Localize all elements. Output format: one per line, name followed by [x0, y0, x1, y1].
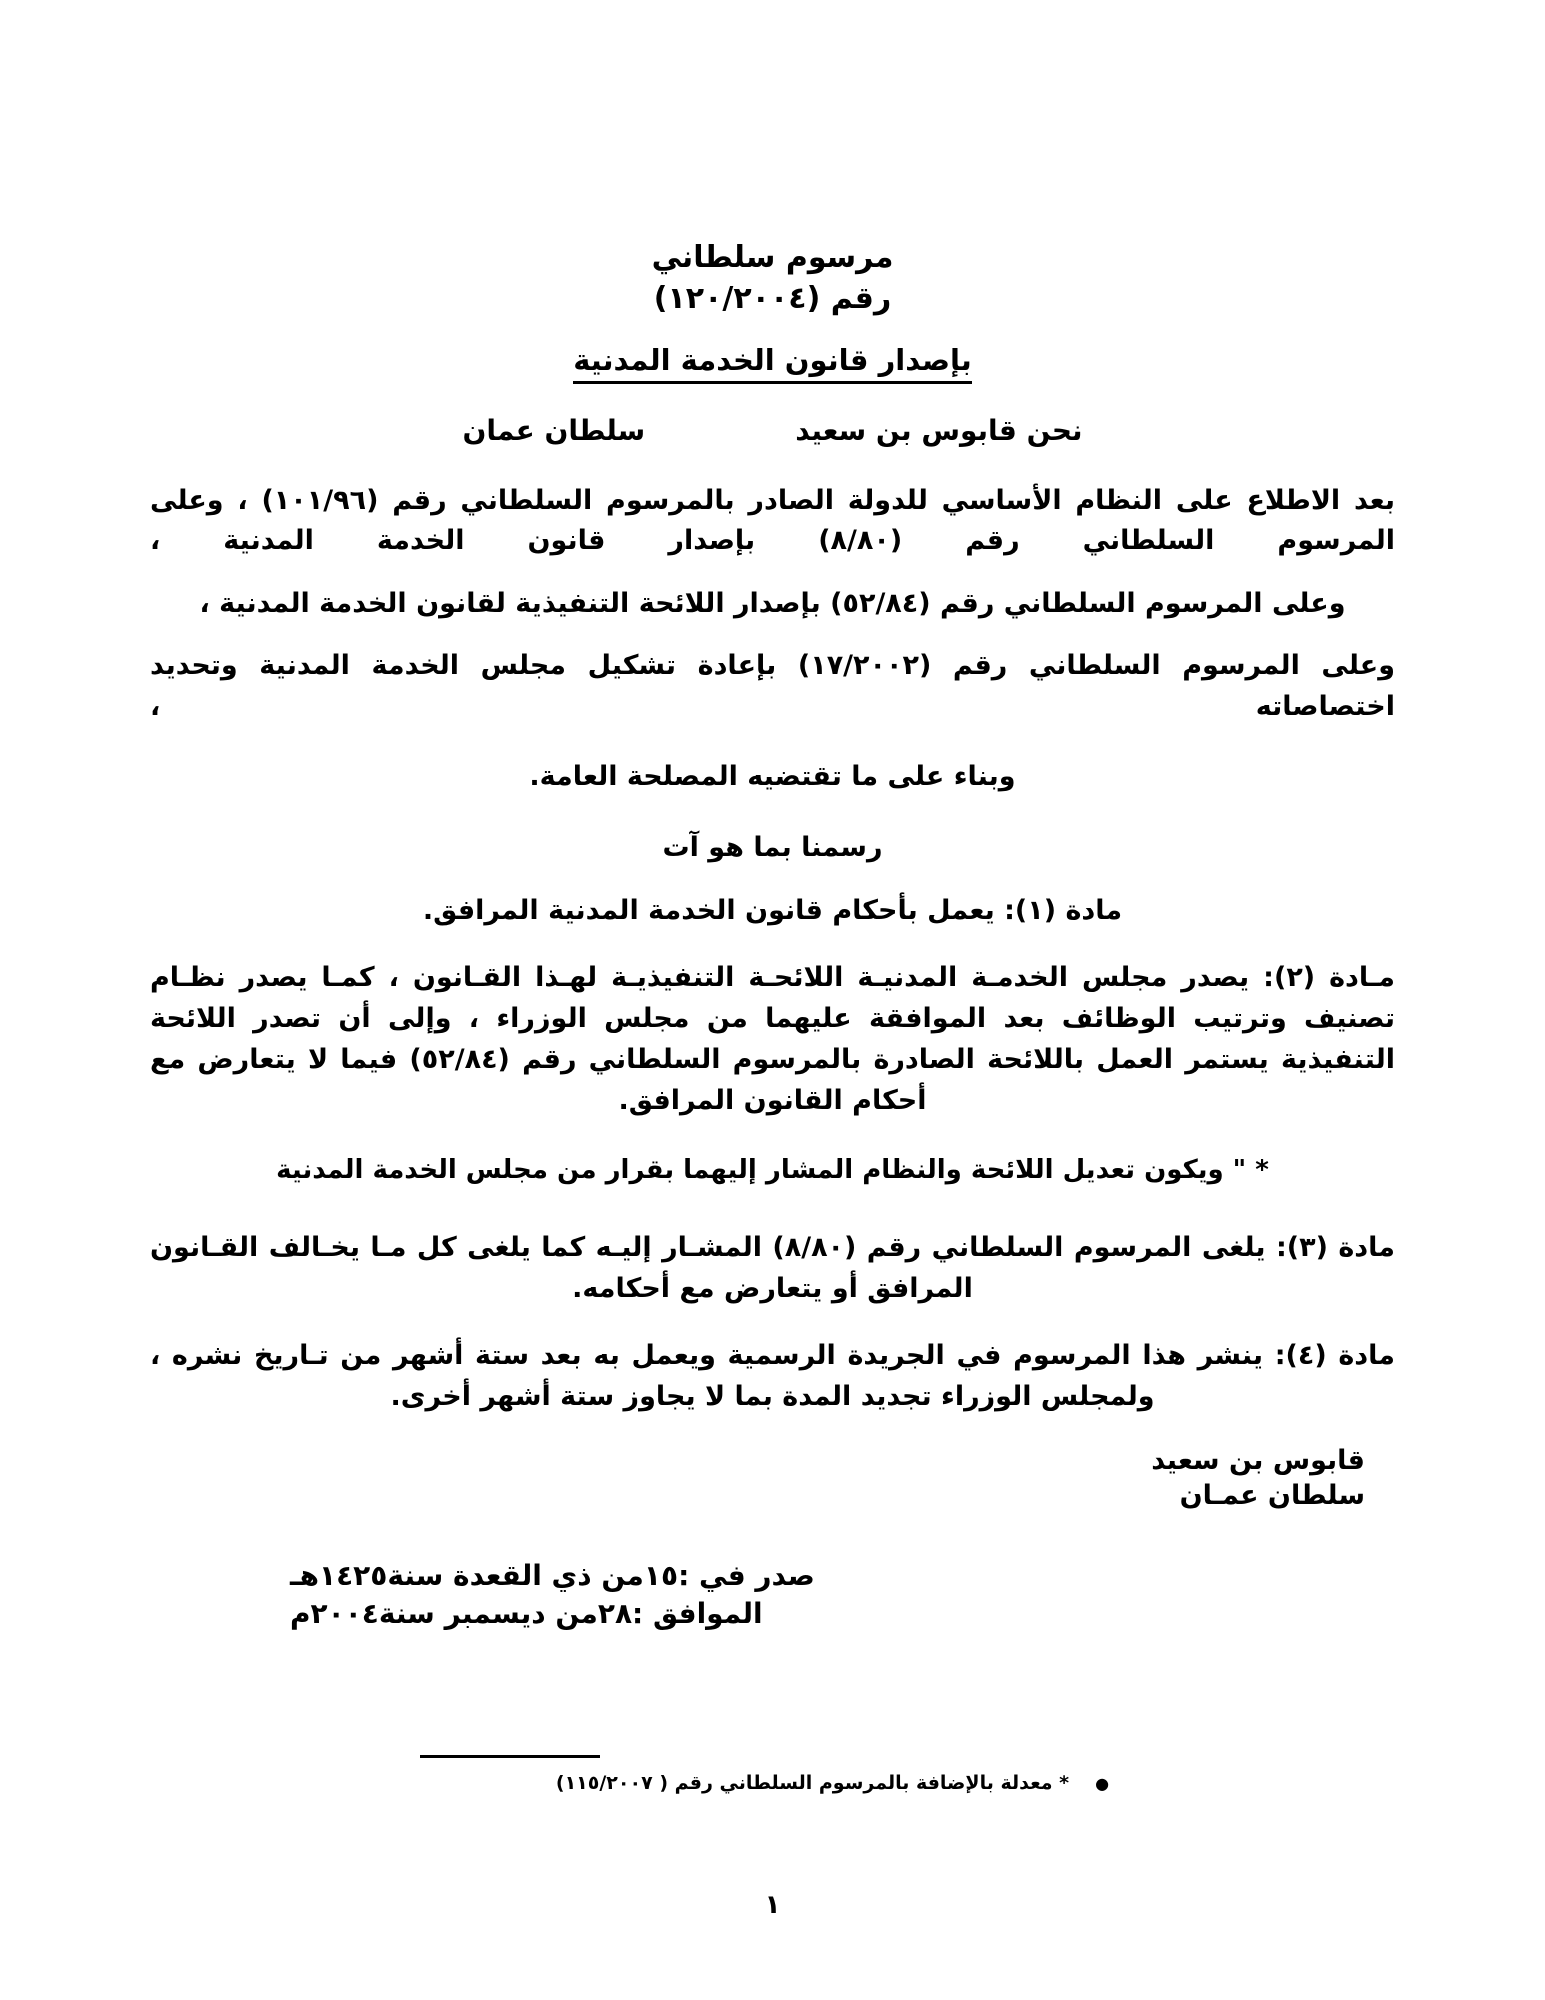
footnote [150, 1772, 1395, 1794]
articles-list [150, 890, 1395, 1417]
sultan-name: نحن قابوس بن سعيد [795, 413, 1083, 447]
preamble-clause-1: بعد الاطلاع على النظام الأساسي للدولة الصادر بالمرسوم السلطاني رقم (١٠١/٩٦) ، وعلى المرسوم السلطاني رقم (٨/٨٠) بإصدار قانون الخدمة المدنية ، [150, 484, 1395, 557]
date-block [150, 1557, 1395, 1633]
footnote-bullet-icon: ● [1095, 1774, 1110, 1793]
article-2: مـادة (٢): يصدر مجلس الخدمـة المدنيـة اللائحـة التنفيذيـة لهـذا القـانون ، كمـا يصدر نظـام تصنيف وترتيب الوظائف بعد الموافقة عليهما من مجلس الوزراء ، وإلى أن تصدر اللائحة التنفيذية يستمر العمل باللائحة الصادرة بالمرسوم السلطاني رقم (٥٢/٨٤) فيما لا يتعارض مع أحكام القانون المرافق. [150, 962, 1395, 1117]
hijri-date: صدر في :١٥من ذي القعدة سنة١٤٢٥هـ [290, 1559, 815, 1593]
signature-title: سلطان عمـان [1179, 1479, 1365, 1511]
preamble-clause-3: وعلى المرسوم السلطاني رقم (١٧/٢٠٠٢) بإعادة تشكيل مجلس الخدمة المدنية وتحديد اختصاصاته ، [150, 650, 1395, 722]
preamble-clause-4: وبناء على ما تقتضيه المصلحة العامة. [529, 761, 1016, 793]
decree-subtitle: بإصدار قانون الخدمة المدنية [573, 343, 972, 383]
sultan-title: سلطان عمان [462, 413, 646, 447]
page-number: ١ [764, 1890, 781, 1920]
footnote-section [150, 1755, 1395, 1794]
decree-number: رقم (١٢٠/٢٠٠٤) [653, 280, 892, 316]
decree-header [150, 240, 1395, 384]
article-1: مادة (١): يعمل بأحكام قانون الخدمة المدنية المرافق. [422, 895, 1123, 927]
signature-block [150, 1443, 1395, 1513]
signature-name: قابوس بن سعيد [1151, 1444, 1365, 1476]
footnote-divider [420, 1755, 600, 1758]
document-content [150, 240, 1395, 1633]
gregorian-date: الموافق :٢٨من ديسمبر سنة٢٠٠٤م [290, 1596, 763, 1630]
preamble-clause-5: رسمنا بما هو آت [662, 831, 883, 863]
footnote-text: * معدلة بالإضافة بالمرسوم السلطاني رقم ( ١١٥/٢٠٠٧) [555, 1772, 1070, 1794]
preamble [150, 481, 1395, 869]
article-3: مادة (٣): يلغى المرسوم السلطاني رقم (٨/٨٠) المشـار إليـه كما يلغى كل مـا يخـالف القـانون المرافق أو يتعارض مع أحكامه. [150, 1231, 1395, 1304]
sultan-line [150, 414, 1395, 447]
preamble-clause-2: وعلى المرسوم السلطاني رقم (٥٢/٨٤) بإصدار اللائحة التنفيذية لقانون الخدمة المدنية ، [199, 587, 1346, 619]
decree-title: مرسوم سلطاني [651, 240, 894, 275]
amendment-note: * " ويكون تعديل اللائحة والنظام المشار إليهما بقرار من مجلس الخدمة المدنية [276, 1155, 1269, 1186]
article-4: مادة (٤): ينشر هذا المرسوم في الجريدة الرسمية ويعمل به بعد ستة أشهر من تـاريخ نشره ، ولمجلس الوزراء تجديد المدة بما لا يجاوز ستة أشهر أخرى. [150, 1339, 1395, 1412]
